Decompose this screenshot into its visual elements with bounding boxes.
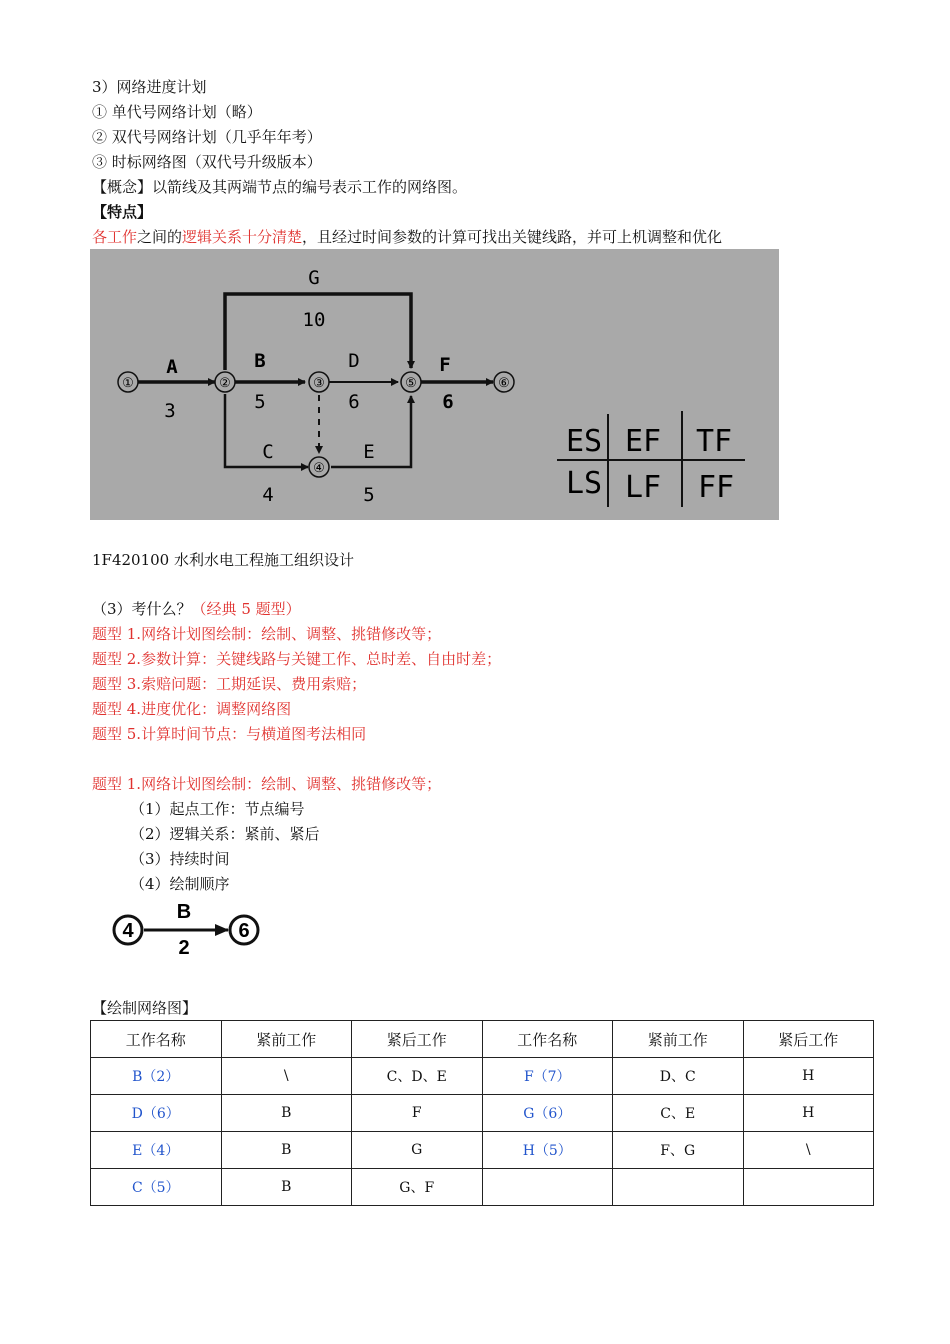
table-header: 紧前工作	[221, 1021, 352, 1058]
table-cell: C、D、E	[352, 1058, 483, 1095]
label-d-name: D	[348, 350, 360, 372]
node-4	[309, 457, 329, 477]
network-diagram	[90, 249, 779, 520]
features-label: 【特点】	[92, 203, 153, 221]
svg-text:6: 6	[238, 920, 250, 942]
table-row	[91, 1169, 874, 1206]
label-f-duration: 6	[442, 391, 454, 413]
table-cell-work: H（5）	[482, 1132, 613, 1169]
table-cell-work: F（7）	[482, 1058, 613, 1095]
table-cell: H	[743, 1095, 874, 1132]
logic-table	[90, 1020, 874, 1206]
example-activity-duration: 2	[178, 937, 190, 959]
features-normal-1: 之间的	[137, 228, 183, 246]
question-type-2: 题型 2.参数计算：关键线路与关键工作、总时差、自由时差；	[92, 650, 502, 668]
legend-lf: LF	[624, 470, 662, 505]
table-cell-work	[482, 1169, 613, 1206]
question-type-4: 题型 4.进度优化：调整网络图	[92, 700, 292, 718]
question-type-3: 题型 3.索赔问题：工期延误、费用索赔；	[92, 675, 367, 693]
table-header: 紧后工作	[743, 1021, 874, 1058]
label-c-name: C	[262, 441, 274, 463]
network-diagram-svg	[90, 249, 779, 520]
svg-text:④: ④	[313, 461, 325, 476]
table-header: 工作名称	[91, 1021, 222, 1058]
features-text	[92, 226, 722, 248]
table-cell-work: B（2）	[91, 1058, 222, 1095]
label-b-name: B	[254, 350, 266, 372]
table-cell-work: E（4）	[91, 1132, 222, 1169]
question-type-1: 题型 1.网络计划图绘制：绘制、调整、挑错修改等；	[92, 625, 442, 643]
legend-ef: EF	[624, 424, 662, 459]
label-a-name: A	[166, 356, 178, 378]
table-cell: C、E	[613, 1095, 744, 1132]
node-6	[494, 372, 514, 392]
table-row	[91, 1095, 874, 1132]
label-e-duration: 5	[363, 484, 375, 506]
label-b-duration: 5	[254, 391, 266, 413]
node-5	[401, 372, 421, 392]
svg-text:4: 4	[122, 920, 134, 942]
exam-heading-normal: （3）考什么？	[92, 600, 192, 618]
list-item-1: ① 单代号网络计划（略）	[92, 103, 262, 121]
list-item-2: ② 双代号网络计划（几乎年年考）	[92, 128, 322, 146]
section-title: 3）网络进度计划	[92, 78, 207, 96]
legend-tf: TF	[695, 424, 733, 459]
table-cell: \	[221, 1058, 352, 1095]
features-red-2: 逻辑关系十分清楚	[182, 228, 303, 246]
type1-point-1: （1）起点工作：节点编号	[130, 800, 305, 818]
time-parameter-legend	[557, 411, 745, 507]
example-activity-name: B	[176, 901, 192, 923]
legend-es: ES	[565, 424, 603, 459]
example-arrow-svg	[108, 898, 268, 960]
table-header: 紧后工作	[352, 1021, 483, 1058]
table-row	[91, 1058, 874, 1095]
table-header: 工作名称	[482, 1021, 613, 1058]
type1-point-4: （4）绘制顺序	[130, 875, 230, 893]
table-cell: F	[352, 1095, 483, 1132]
node-2	[215, 372, 235, 392]
arrow-g	[225, 294, 411, 370]
example-node-from	[114, 916, 142, 944]
label-f-name: F	[439, 354, 451, 376]
example-node-to	[230, 916, 258, 944]
features-normal-2: ，且经过时间参数的计算可找出关键线路，并可上机调整和优化	[302, 228, 723, 246]
table-cell: B	[221, 1132, 352, 1169]
svg-text:③: ③	[313, 376, 325, 391]
label-c-duration: 4	[262, 484, 274, 506]
svg-text:②: ②	[219, 376, 231, 391]
type1-point-3: （3）持续时间	[130, 850, 230, 868]
concept-text: 【概念】以箭线及其两端节点的编号表示工作的网络图。	[92, 178, 468, 196]
table-cell	[743, 1169, 874, 1206]
svg-text:①: ①	[122, 376, 134, 391]
table-cell	[613, 1169, 744, 1206]
table-header-row	[91, 1021, 874, 1058]
label-g-duration: 10	[302, 309, 326, 331]
table-cell: G	[352, 1132, 483, 1169]
table-cell: F、G	[613, 1132, 744, 1169]
example-arrow-diagram	[108, 898, 268, 960]
list-item-3: ③ 时标网络图（双代号升级版本）	[92, 153, 322, 171]
node-1	[118, 372, 138, 392]
svg-text:⑤: ⑤	[405, 376, 417, 391]
table-cell-work: D（6）	[91, 1095, 222, 1132]
table-title: 【绘制网络图】	[92, 999, 198, 1017]
exam-heading-red: （经典 5 题型）	[191, 600, 301, 618]
exam-heading	[92, 598, 301, 620]
label-d-duration: 6	[348, 391, 360, 413]
course-code: 1F420100 水利水电工程施工组织设计	[92, 551, 354, 569]
question-type-5: 题型 5.计算时间节点：与横道图考法相同	[92, 725, 367, 743]
label-g-name: G	[308, 267, 320, 289]
type1-point-2: （2）逻辑关系：紧前、紧后	[130, 825, 320, 843]
table-cell-work: G（6）	[482, 1095, 613, 1132]
table-cell: B	[221, 1095, 352, 1132]
node-3	[309, 372, 329, 392]
table-cell: H	[743, 1058, 874, 1095]
table-cell-work: C（5）	[91, 1169, 222, 1206]
svg-text:⑥: ⑥	[498, 376, 510, 391]
table-row	[91, 1132, 874, 1169]
features-red-1: 各工作	[92, 228, 138, 246]
table-cell: B	[221, 1169, 352, 1206]
table-header: 紧前工作	[613, 1021, 744, 1058]
label-a-duration: 3	[164, 400, 176, 422]
table-cell: \	[743, 1132, 874, 1169]
table-cell: G、F	[352, 1169, 483, 1206]
legend-ff: FF	[697, 470, 735, 505]
type1-heading: 题型 1.网络计划图绘制：绘制、调整、挑错修改等；	[92, 775, 442, 793]
legend-ls: LS	[565, 466, 603, 501]
table-cell: D、C	[613, 1058, 744, 1095]
label-e-name: E	[363, 441, 375, 463]
